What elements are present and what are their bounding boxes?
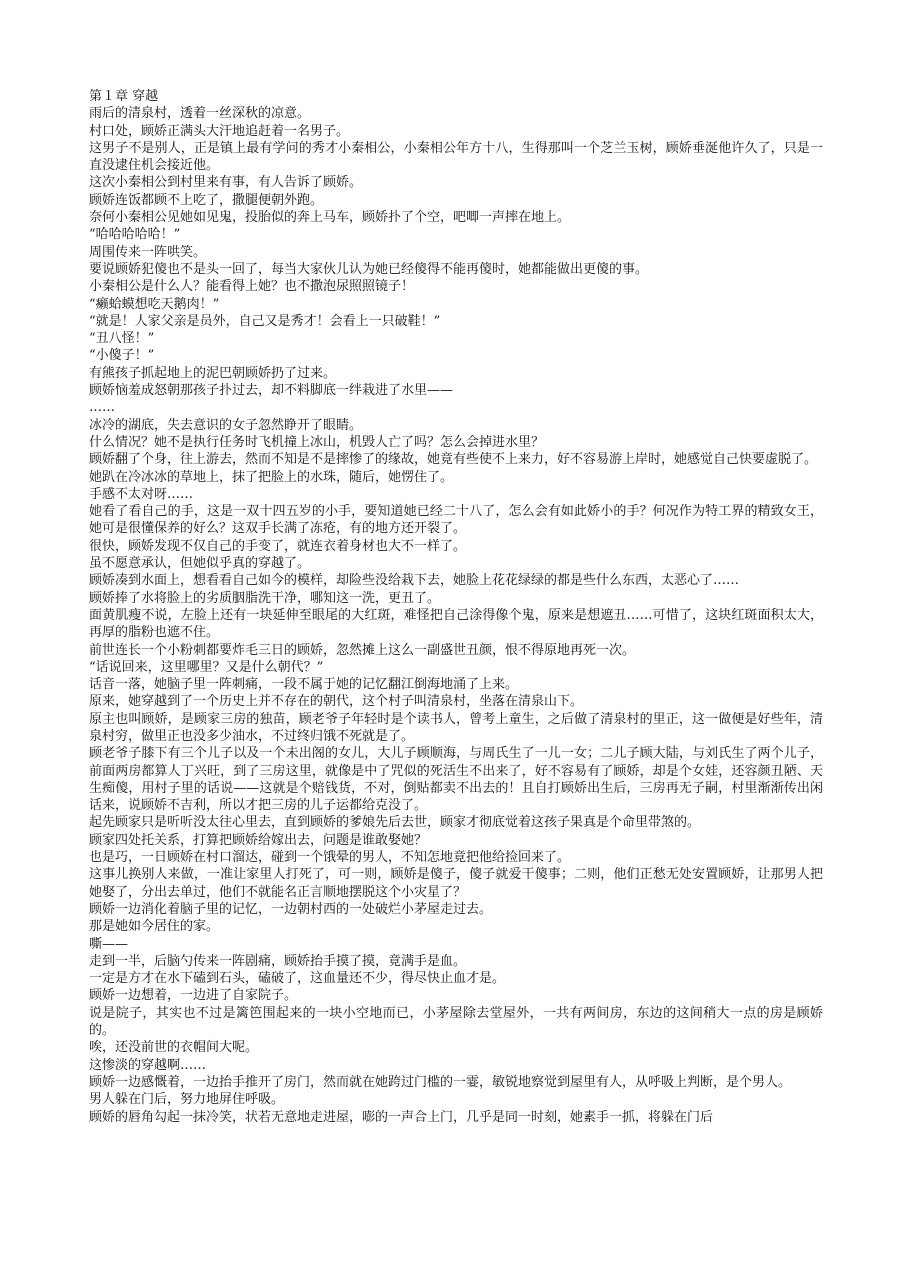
- paragraph: 嘶——: [89, 936, 129, 952]
- paragraph: 原来，她穿越到了一个历史上并不存在的朝代，这个村子叫清泉村，坐落在清泉山下。: [89, 694, 584, 710]
- paragraph: 顾娇捧了水将脸上的劣质胭脂洗干净，哪知这一洗，更丑了。: [89, 590, 441, 606]
- paragraph: 前世连长一个小粉刺都要炸毛三日的顾娇，忽然摊上这么一副盛世丑颜，恨不得原地再死一次。: [89, 642, 636, 658]
- paragraph: 有熊孩子抓起地上的泥巴朝顾娇扔了过来。: [89, 365, 337, 381]
- paragraph: 一定是方才在水下磕到石头，磕破了，这血量还不少，得尽快止血才是。: [89, 971, 506, 987]
- paragraph-list: [89, 105, 823, 1126]
- paragraph: 顾娇连饭都顾不上吃了，撒腿便朝外跑。: [89, 192, 324, 208]
- paragraph: 冰冷的湖底，失去意识的女子忽然睁开了眼睛。: [89, 417, 363, 433]
- paragraph: 顾娇一边想着，一边进了自家院子。: [89, 988, 298, 1004]
- paragraph: 这次小秦相公到村里来有事，有人告诉了顾娇。: [89, 175, 363, 191]
- paragraph: 很快，顾娇发现不仅自己的手变了，就连衣着身材也大不一样了。: [89, 538, 467, 554]
- paragraph: “就是！人家父亲是员外，自己又是秀才！会看上一只破鞋！”: [89, 313, 441, 329]
- paragraph: “小傻子！”: [89, 348, 155, 364]
- paragraph: 小秦相公是什么人？能看得上她？也不撒泡尿照照镜子！: [89, 279, 415, 295]
- paragraph: 这男子不是别人，正是镇上最有学问的秀才小秦相公，小秦相公年方十八，生得那叫一个芝兰玉树，顾娇垂涎他许久了，只是一直没逮住机会接近他。: [89, 140, 823, 174]
- paragraph: 这惨淡的穿越啊……: [89, 1057, 207, 1073]
- paragraph: 周围传来一阵哄笑。: [89, 244, 207, 260]
- paragraph: 顾娇一边消化着脑子里的记忆，一边朝村西的一处破烂小茅屋走过去。: [89, 901, 493, 917]
- paragraph: 顾娇恼羞成怒朝那孩子扑过去，却不料脚底一绊栽进了水里——: [89, 383, 454, 399]
- paragraph: 原主也叫顾娇，是顾家三房的独苗，顾老爷子年轻时是个读书人，曾考上童生，之后做了清泉村的里正，这一做便是好些年，清泉村穷，做里正也没多少油水，不过终归饿不死就是了。: [89, 711, 823, 744]
- paragraph: 雨后的清泉村，透着一丝深秋的凉意。: [89, 106, 311, 122]
- paragraph: 顾娇凑到水面上，想看看自己如今的模样，却险些没给栽下去，她脸上花花绿绿的都是些什么东西，太恶心了……: [89, 573, 740, 589]
- paragraph: 什么情况？她不是执行任务时飞机撞上冰山，机毁人亡了吗？怎么会掉进水里？: [89, 434, 545, 450]
- paragraph: 面黄肌瘦不说，左脸上还有一块延伸至眼尾的大红斑，难怪把自己涂得像个鬼，原来是想遮丑……可惜了，这块红斑面积太大，再厚的脂粉也遮不住。: [89, 607, 823, 641]
- paragraph: 顾家四处托关系，打算把顾娇给嫁出去，问题是谁敢娶她？: [89, 832, 428, 848]
- paragraph: “丑八怪！”: [89, 331, 155, 347]
- paragraph: 说是院子，其实也不过是篱笆围起来的一块小空地而已，小茅屋除去堂屋外，一共有两间房，东边的这间稍大一点的房是顾娇的。: [89, 1005, 823, 1039]
- paragraph: 唉，还没前世的衣帽间大呢。: [89, 1040, 259, 1056]
- paragraph: 顾老爷子膝下有三个儿子以及一个未出阁的女儿，大儿子顾顺海，与周氏生了一儿一女；二儿子顾大陆，与刘氏生了两个儿子，前面两房都算人丁兴旺，到了三房这里，就像是中了咒似的死活生不出来了，好不容易有了顾娇，却是个女娃，还容颜丑陋、天生痴傻，用村子里的话说——这就是个赔钱货，不对，倒贴都卖不出去的！且自打顾娇出生后，三房再无子嗣，村里渐渐传出闲话来，说顾娇不吉利，所以才把三房的儿子运都给克没了。: [89, 746, 823, 814]
- paragraph: 那是她如今居住的家。: [89, 919, 220, 935]
- document-page: [89, 88, 823, 1126]
- paragraph: 村口处，顾娇正满头大汗地追赶着一名男子。: [89, 123, 350, 139]
- paragraph: 虽不愿意承认，但她似乎真的穿越了。: [89, 556, 311, 572]
- paragraph: 奈何小秦相公见她如见鬼，投胎似的奔上马车，顾娇扑了个空，吧唧一声摔在地上。: [89, 210, 571, 226]
- paragraph: 也是巧，一日顾娇在村口溜达，碰到一个饿晕的男人，不知怎地竟把他给捡回来了。: [89, 850, 571, 866]
- paragraph: “话说回来，这里哪里？又是什么朝代？”: [89, 659, 324, 675]
- paragraph: 顾娇翻了个身，往上游去，然而不知是不是摔惨了的缘故，她竟有些使不上来力，好不容易游上岸时，她感觉自己快要虚脱了。: [89, 452, 818, 468]
- paragraph: “哈哈哈哈哈！”: [89, 227, 181, 243]
- paragraph: 她看了看自己的手，这是一双十四五岁的小手，要知道她已经二十八了，怎么会有如此娇小的手？何况作为特工界的精致女王，她可是很懂保养的好么？这双手长满了冻疮，有的地方还开裂了。: [89, 504, 823, 537]
- paragraph: 这事儿换别人来做，一准让家里人打死了，可一则，顾娇是傻子，傻子就爱干傻事；二则，他们正愁无处安置顾娇，让那男人把她娶了，分出去单过，他们不就能名正言顺地摆脱这个小灾星了？: [89, 867, 823, 900]
- paragraph: “癞蛤蟆想吃天鹅肉！”: [89, 296, 220, 312]
- paragraph: 她趴在冷冰冰的草地上，抹了把脸上的水珠，随后，她愣住了。: [89, 469, 454, 485]
- paragraph: 话音一落，她脑子里一阵刺痛，一段不属于她的记忆翻江倒海地涌了上来。: [89, 677, 519, 693]
- paragraph: 顾娇一边感慨着，一边抬手推开了房门，然而就在她跨过门槛的一霎，敏锐地察觉到屋里有人，从呼吸上判断，是个男人。: [89, 1074, 792, 1090]
- paragraph: 要说顾娇犯傻也不是头一回了，每当大家伙儿认为她已经傻得不能再傻时，她都能做出更傻的事。: [89, 261, 649, 277]
- chapter-title: 第１章 穿越: [89, 89, 159, 104]
- paragraph: 起先顾家只是听听没太往心里去，直到顾娇的爹娘先后去世，顾家才彻底觉着这孩子果真是个命里带煞的。: [89, 815, 701, 831]
- paragraph: 手感不太对呀……: [89, 486, 194, 502]
- paragraph: 男人躲在门后，努力地屏住呼吸。: [89, 1092, 285, 1108]
- paragraph: 顾娇的唇角勾起一抹冷笑，状若无意地走进屋，嘭的一声合上门，几乎是同一时刻，她素手一抓，将躲在门后: [89, 1109, 714, 1125]
- paragraph: ……: [89, 400, 115, 416]
- paragraph: 走到一半，后脑勺传来一阵剧痛，顾娇抬手摸了摸，竟满手是血。: [89, 953, 467, 969]
